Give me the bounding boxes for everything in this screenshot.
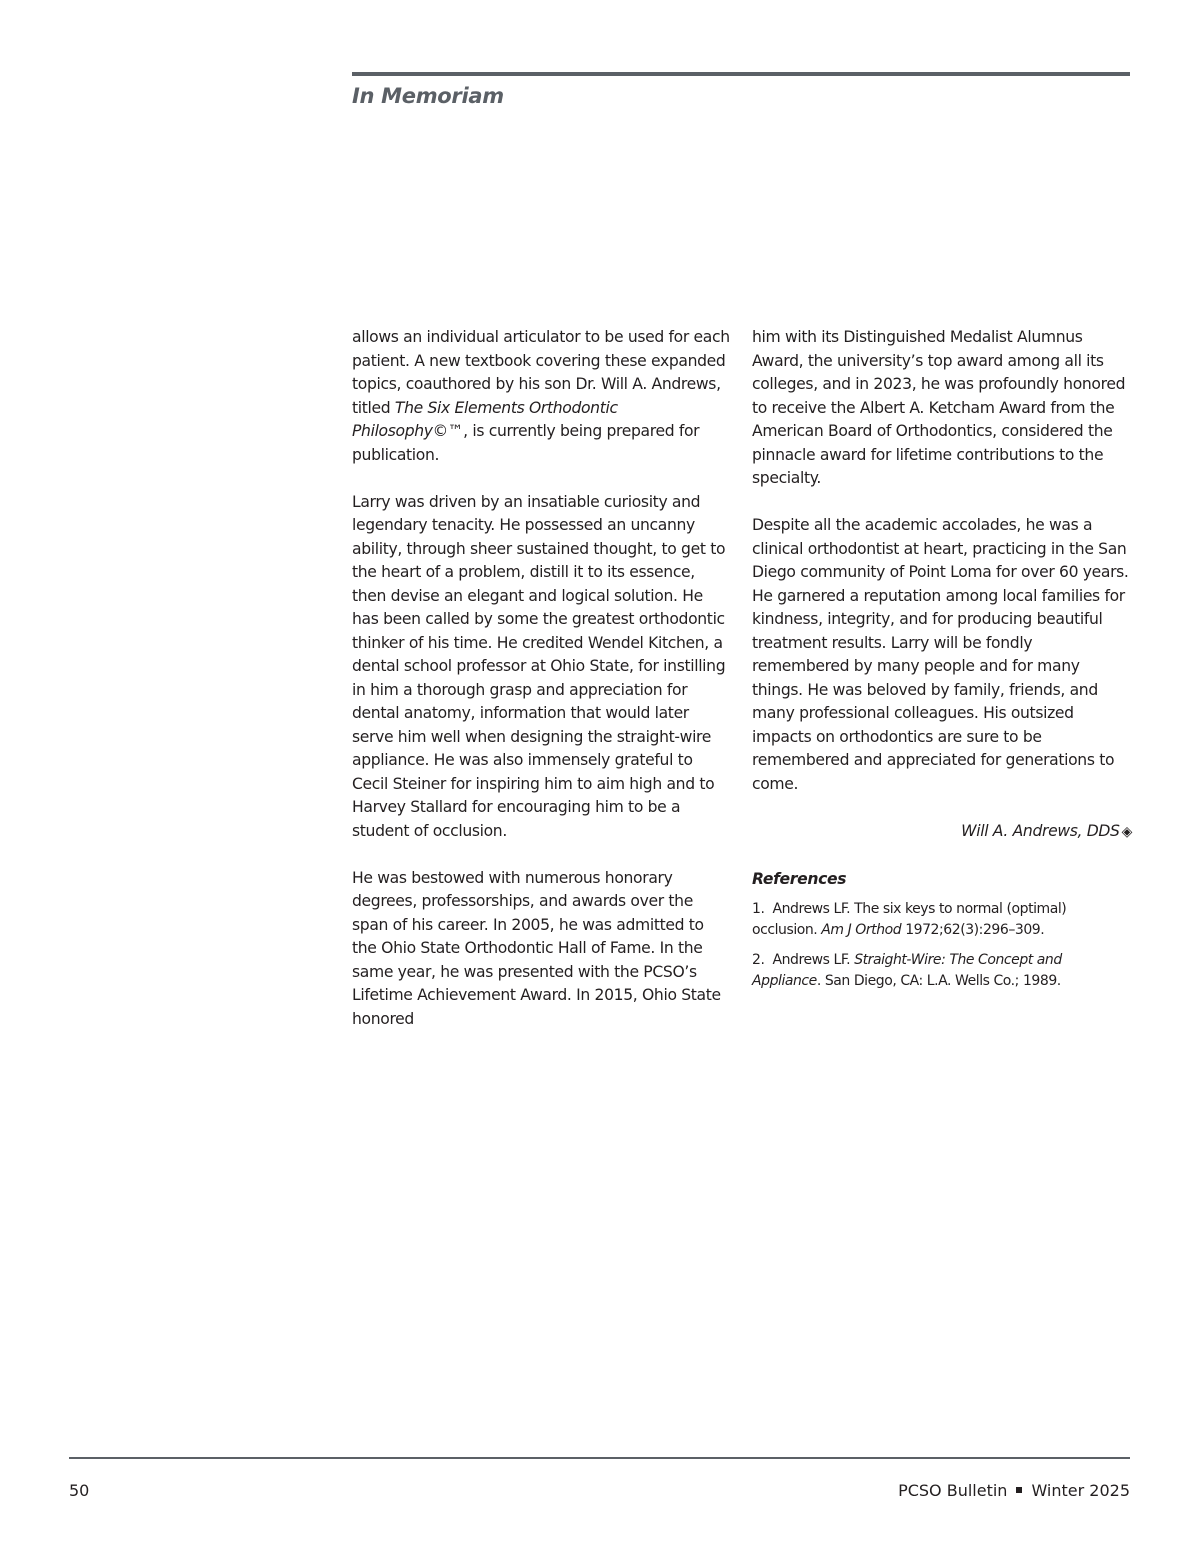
footer-publication [898,1481,1130,1500]
square-bullet-icon [1016,1487,1022,1493]
end-mark-icon: ◈ [1121,823,1132,840]
page-number: 50 [69,1481,90,1500]
paragraph [352,326,730,467]
reference-number: 1. [752,901,765,917]
reference-text: 1972;62(3):296–309. [901,922,1045,938]
left-column [352,326,730,1055]
footer-rule [69,1457,1130,1459]
reference-text: . San Diego, CA: L.A. Wells Co.; 1989. [816,973,1061,989]
book-title: The Six Elements Orthodontic Philosophy [352,398,618,440]
right-column [752,326,1132,1001]
paragraph-text: allows an individual articulator to be used for each patient. A new textbook covering these expanded topics, coauthored by his son Dr. Will A. Andrews, titled [352,328,730,417]
reference-text: Andrews LF. [772,952,855,968]
author-signature [752,820,1132,845]
reference-journal: Am J Orthod [821,922,902,938]
paragraph: Despite all the academic accolades, he was a clinical orthodontist at heart, practicing in the San Diego community of Point Loma for over 60 years. He garnered a reputation among local families for kindness, integrity, and for producing beautiful treatment results. Larry will be fondly remembered by many people and for many things. He was beloved by family, friends, and many professional colleagues. His outsized impacts on orthodontics are sure to be remembered and appreciated for generations to come. [752,516,1129,793]
reference-number: 2. [752,952,765,968]
reference-item [752,899,1132,941]
issue-date: Winter 2025 [1031,1481,1130,1500]
signature-text: Will A. Andrews, DDS [961,821,1120,840]
header-rule [352,72,1130,76]
paragraph-text: ©™, is currently being prepared for publication. [352,422,700,464]
paragraph: him with its Distinguished Medalist Alumnus Award, the university’s top award among all its colleges, and in 2023, he was profoundly honored to receive the Albert A. Ketcham Award from the American Board of Orthodontics, considered the pinnacle award for lifetime contributions to the specialty. [752,328,1126,487]
reference-journal: Straight-Wire: The Concept and Appliance [752,952,1062,989]
reference-text: Andrews LF. The six keys to normal (optimal) occlusion. [752,901,1067,938]
publication-name: PCSO Bulletin [898,1481,1008,1500]
section-title: In Memoriam [352,84,504,108]
references-heading: References [752,869,847,888]
paragraph: He was bestowed with numerous honorary degrees, professorships, and awards over the span of his career. In 2005, he was admitted to the Ohio State Orthodontic Hall of Fame. In the same year, he was presented with the PCSO’s Lifetime Achievement Award. In 2015, Ohio State honored [352,868,721,1028]
paragraph: Larry was driven by an insatiable curiosity and legendary tenacity. He possessed an uncanny ability, through sheer sustained thought, to get to the heart of a problem, distill it to its essence, then devise an elegant and logical solution. He has been called by some the greatest orthodontic thinker of his time. He credited Wendel Kitchen, a dental school professor at Ohio State, for instilling in him a thorough grasp and appreciation for dental anatomy, information that would later serve him well when designing the straight-wire appliance. He was also immensely grateful to Cecil Steiner for inspiring him to aim high and to Harvey Stallard for encouraging him to be a student of occlusion. [352,492,726,840]
reference-item [752,950,1132,992]
